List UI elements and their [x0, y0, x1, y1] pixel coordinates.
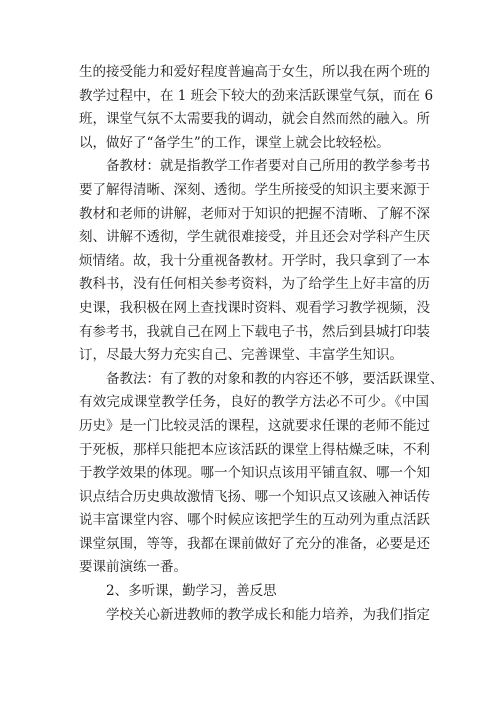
text-line: 刻、讲解不透彻，学生就很难接受，并且还会对学科产生厌: [79, 229, 430, 246]
text-line: 教学过程中，在 1 班会下较大的劲来活跃课堂气氛，而在 6: [79, 87, 434, 104]
text-line: 于死板，那样只能把本应该活跃的课堂上得枯燥乏味，不利: [79, 441, 430, 458]
text-line: 以，做好了“备学生”的工作，课堂上就会比较轻松。: [79, 134, 390, 151]
paragraph-first-line: 备教材：就是指教学工作者要对自己所用的教学参考书: [106, 158, 430, 175]
text-line: 识点结合历史典故激情飞扬、哪一个知识点又该融入神话传: [79, 488, 430, 505]
text-line: 烦情绪。故，我十分重视备教材。开学时，我只拿到了一本: [79, 252, 430, 269]
text-line: 有参考书，我就自己在网上下载电子书，然后到县城打印装: [79, 323, 430, 340]
text-line: 历史》是一门比较灵活的课程，这就要求任课的老师不能过: [79, 417, 430, 434]
text-line: 要了解得清晰、深刻、透彻。学生所接受的知识主要来源于: [79, 181, 430, 198]
body-text: [79, 61, 444, 627]
text-line: 生的接受能力和爱好程度普遍高于女生，所以我在两个班的: [79, 64, 430, 80]
text-line: 于教学效果的体现。哪一个知识点该用平铺直叙、哪一个知: [79, 465, 430, 482]
text-line: 史课，我积极在网上查找课时资料、观看学习教学视频，没: [79, 299, 430, 316]
text-line: 课堂氛围，等等，我都在课前做好了充分的准备，必要是还: [79, 535, 430, 552]
text-line: 订，尽最大努力充实自己、完善课堂、丰富学生知识。: [79, 347, 403, 364]
text-line: 说丰富课堂内容、哪个时候应该把学生的互动列为重点活跃: [79, 512, 430, 529]
text-line: 教科书，没有任何相关参考资料，为了给学生上好丰富的历: [79, 276, 430, 293]
text-line: 教材和老师的讲解，老师对于知识的把握不清晰、了解不深: [79, 205, 430, 222]
paragraph-first-line: 备教法：有了教的对象和教的内容还不够，要活跃课堂、: [106, 370, 444, 387]
text-line: 班，课堂气氛不太需要我的调动，就会自然而然的融入。所: [79, 111, 430, 128]
text-line: 要课前演练一番。: [79, 559, 187, 576]
text-line: 有效完成课堂教学任务，良好的教学方法必不可少。《中国: [79, 394, 429, 411]
paragraph-first-line: 学校关心新进教师的教学成长和能力培养，为我们指定: [106, 606, 430, 623]
section-heading: 2、多听课，勤学习，善反思: [106, 583, 277, 600]
